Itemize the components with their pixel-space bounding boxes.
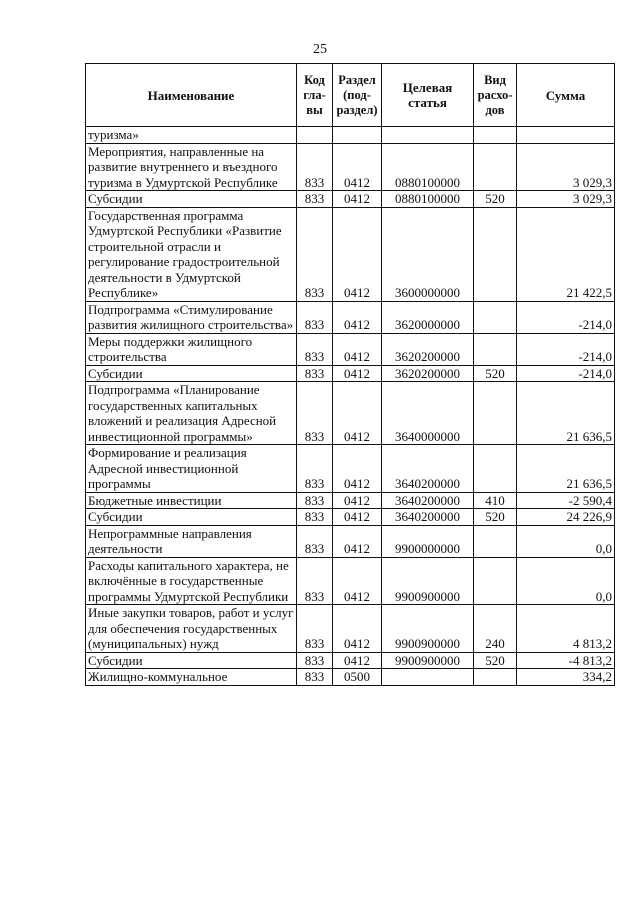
header-sum: Сумма (517, 64, 615, 127)
cell-sum: -214,0 (517, 365, 615, 382)
cell-target-article (382, 127, 474, 144)
cell-name: Субсидии (86, 509, 297, 526)
cell-sum: 3 029,3 (517, 143, 615, 191)
cell-target-article: 3640200000 (382, 445, 474, 493)
header-expense-type: Вид расхо- дов (474, 64, 517, 127)
table-row (86, 127, 615, 144)
cell-expense-type (474, 127, 517, 144)
header-target-article: Целевая статья (382, 64, 474, 127)
table-row (86, 365, 615, 382)
cell-chapter-code: 833 (297, 207, 333, 301)
table-row (86, 605, 615, 653)
cell-sum: 334,2 (517, 669, 615, 686)
cell-sum: -4 813,2 (517, 652, 615, 669)
cell-expense-type: 520 (474, 652, 517, 669)
cell-section: 0500 (333, 669, 382, 686)
cell-chapter-code: 833 (297, 365, 333, 382)
cell-expense-type (474, 382, 517, 445)
cell-section: 0412 (333, 509, 382, 526)
table-row (86, 301, 615, 333)
cell-chapter-code: 833 (297, 191, 333, 208)
budget-table (85, 63, 615, 686)
cell-name: Жилищно-коммунальное (86, 669, 297, 686)
cell-chapter-code: 833 (297, 445, 333, 493)
table-row (86, 207, 615, 301)
cell-expense-type (474, 557, 517, 605)
cell-section: 0412 (333, 143, 382, 191)
cell-section: 0412 (333, 605, 382, 653)
cell-target-article: 3640000000 (382, 382, 474, 445)
cell-section: 0412 (333, 525, 382, 557)
cell-sum: 24 226,9 (517, 509, 615, 526)
cell-target-article: 3620200000 (382, 333, 474, 365)
cell-target-article: 9900000000 (382, 525, 474, 557)
cell-chapter-code: 833 (297, 301, 333, 333)
cell-name: туризма» (86, 127, 297, 144)
table-row (86, 652, 615, 669)
cell-chapter-code: 833 (297, 557, 333, 605)
cell-section: 0412 (333, 301, 382, 333)
table-row (86, 445, 615, 493)
cell-name: Государственная программа Удмуртской Республики «Развитие строительной отрасли и регулирование градостроительной деятельности в Удмуртской Республике» (86, 207, 297, 301)
table-row (86, 143, 615, 191)
cell-expense-type: 410 (474, 492, 517, 509)
table-row (86, 669, 615, 686)
cell-name: Формирование и реализация Адресной инвестиционной программы (86, 445, 297, 493)
cell-chapter-code: 833 (297, 509, 333, 526)
table-header-row (86, 64, 615, 127)
cell-sum: -214,0 (517, 301, 615, 333)
cell-section: 0412 (333, 365, 382, 382)
cell-sum: 3 029,3 (517, 191, 615, 208)
cell-section: 0412 (333, 557, 382, 605)
cell-name: Иные закупки товаров, работ и услуг для обеспечения государственных (муниципальных) нужд (86, 605, 297, 653)
cell-expense-type: 520 (474, 509, 517, 526)
cell-expense-type (474, 669, 517, 686)
table-row (86, 525, 615, 557)
cell-name: Подпрограмма «Стимулирование развития жилищного строительства» (86, 301, 297, 333)
cell-sum: 0,0 (517, 557, 615, 605)
cell-chapter-code: 833 (297, 143, 333, 191)
cell-chapter-code (297, 127, 333, 144)
cell-chapter-code: 833 (297, 652, 333, 669)
cell-sum: -214,0 (517, 333, 615, 365)
header-chapter-code: Код гла- вы (297, 64, 333, 127)
cell-name: Субсидии (86, 365, 297, 382)
cell-section: 0412 (333, 333, 382, 365)
cell-section: 0412 (333, 382, 382, 445)
cell-expense-type (474, 333, 517, 365)
cell-sum: 4 813,2 (517, 605, 615, 653)
cell-section (333, 127, 382, 144)
cell-section: 0412 (333, 207, 382, 301)
cell-target-article: 9900900000 (382, 605, 474, 653)
cell-sum: 21 636,5 (517, 382, 615, 445)
cell-sum: -2 590,4 (517, 492, 615, 509)
cell-chapter-code: 833 (297, 382, 333, 445)
cell-sum: 21 422,5 (517, 207, 615, 301)
cell-chapter-code: 833 (297, 333, 333, 365)
cell-name: Непрограммные направления деятельности (86, 525, 297, 557)
cell-expense-type: 240 (474, 605, 517, 653)
cell-chapter-code: 833 (297, 492, 333, 509)
cell-section: 0412 (333, 445, 382, 493)
table-row (86, 382, 615, 445)
cell-chapter-code: 833 (297, 669, 333, 686)
cell-target-article: 0880100000 (382, 143, 474, 191)
table-row (86, 333, 615, 365)
cell-target-article: 9900900000 (382, 652, 474, 669)
page-number: 25 (313, 42, 327, 57)
cell-expense-type (474, 207, 517, 301)
cell-expense-type: 520 (474, 191, 517, 208)
cell-target-article: 0880100000 (382, 191, 474, 208)
cell-expense-type: 520 (474, 365, 517, 382)
cell-sum: 0,0 (517, 525, 615, 557)
cell-target-article (382, 669, 474, 686)
table-row (86, 509, 615, 526)
cell-name: Мероприятия, направленные на развитие внутреннего и въездного туризма в Удмуртской Республике (86, 143, 297, 191)
cell-name: Подпрограмма «Планирование государственных капитальных вложений и реализация Адресной инвестиционной программы» (86, 382, 297, 445)
cell-section: 0412 (333, 191, 382, 208)
table-row (86, 492, 615, 509)
cell-expense-type (474, 445, 517, 493)
cell-name: Расходы капитального характера, не включённые в государственные программы Удмуртской Республики (86, 557, 297, 605)
cell-target-article: 9900900000 (382, 557, 474, 605)
cell-section: 0412 (333, 652, 382, 669)
cell-target-article: 3620200000 (382, 365, 474, 382)
cell-section: 0412 (333, 492, 382, 509)
cell-name: Субсидии (86, 652, 297, 669)
cell-name: Субсидии (86, 191, 297, 208)
cell-name: Бюджетные инвестиции (86, 492, 297, 509)
cell-target-article: 3620000000 (382, 301, 474, 333)
cell-expense-type (474, 525, 517, 557)
header-section: Раздел (под- раздел) (333, 64, 382, 127)
table-body (86, 127, 615, 686)
cell-expense-type (474, 143, 517, 191)
cell-name: Меры поддержки жилищного строительства (86, 333, 297, 365)
cell-expense-type (474, 301, 517, 333)
cell-chapter-code: 833 (297, 525, 333, 557)
cell-target-article: 3600000000 (382, 207, 474, 301)
cell-sum (517, 127, 615, 144)
table-row (86, 557, 615, 605)
cell-sum: 21 636,5 (517, 445, 615, 493)
header-name: Наименование (86, 64, 297, 127)
table-row (86, 191, 615, 208)
cell-target-article: 3640200000 (382, 492, 474, 509)
cell-chapter-code: 833 (297, 605, 333, 653)
cell-target-article: 3640200000 (382, 509, 474, 526)
